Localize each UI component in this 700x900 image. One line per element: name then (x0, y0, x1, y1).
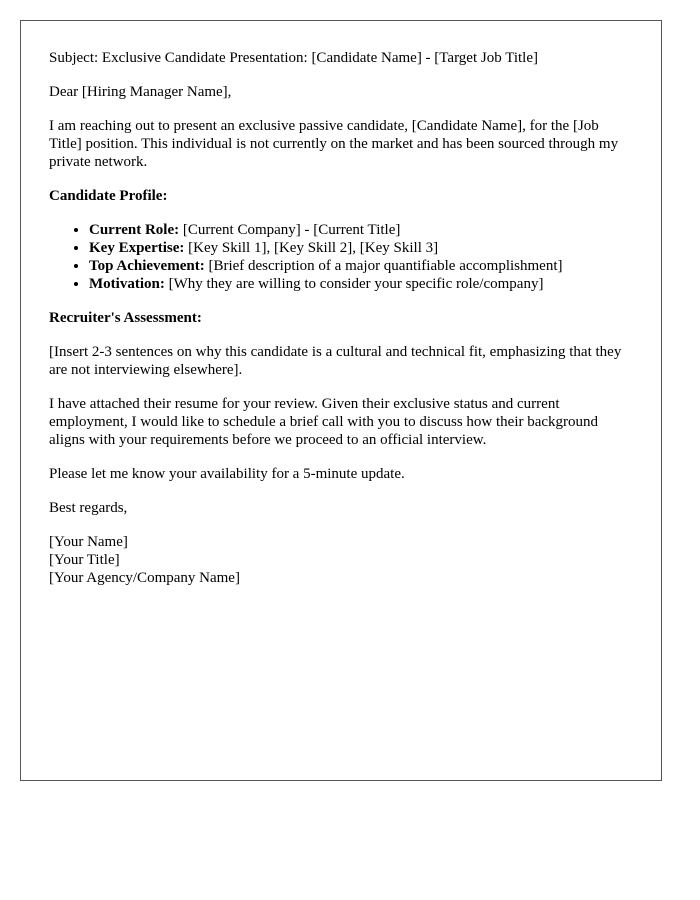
signature-title: [Your Title] (49, 552, 120, 568)
candidate-profile-list (49, 221, 633, 293)
greeting: Dear [Hiring Manager Name], (49, 84, 232, 100)
signature-block (49, 533, 633, 587)
closing: Best regards, (49, 500, 128, 516)
recruiter-assessment-heading: Recruiter's Assessment: (49, 310, 202, 326)
profile-item-motivation (89, 275, 633, 293)
signature-name: [Your Name] (49, 534, 128, 550)
profile-item-value: [Why they are willing to consider your specific role/company] (164, 276, 544, 292)
profile-item-value: [Brief description of a major quantifiable accomplishment] (204, 258, 563, 274)
profile-item-current-role (89, 221, 633, 239)
profile-item-top-achievement (89, 257, 633, 275)
signature-company: [Your Agency/Company Name] (49, 570, 240, 586)
attachment-paragraph: I have attached their resume for your review. Given their exclusive status and current employment, I would like to schedule a brief call with you to discuss how their background aligns with your requirements before we proceed to an official interview. (49, 396, 599, 448)
intro-paragraph: I am reaching out to present an exclusive passive candidate, [Candidate Name], for the [Job Title] position. This individual is not currently on the market and has been sourced through my private network. (49, 118, 619, 170)
profile-item-key-expertise (89, 239, 633, 257)
profile-item-label: Top Achievement: (89, 258, 205, 274)
subject-line: Subject: Exclusive Candidate Presentation: [Candidate Name] - [Target Job Title] (49, 50, 538, 66)
profile-item-label: Current Role: (89, 222, 180, 238)
letter-document (20, 20, 662, 781)
recruiter-assessment-text: [Insert 2-3 sentences on why this candidate is a cultural and technical fit, emphasizing that they are not interviewing elsewhere]. (49, 344, 622, 378)
profile-item-value: [Key Skill 1], [Key Skill 2], [Key Skill 3] (184, 240, 439, 256)
profile-item-value: [Current Company] - [Current Title] (179, 222, 401, 238)
candidate-profile-heading: Candidate Profile: (49, 188, 168, 204)
availability-paragraph: Please let me know your availability for a 5-minute update. (49, 466, 405, 482)
profile-item-label: Key Expertise: (89, 240, 185, 256)
profile-item-label: Motivation: (89, 276, 165, 292)
